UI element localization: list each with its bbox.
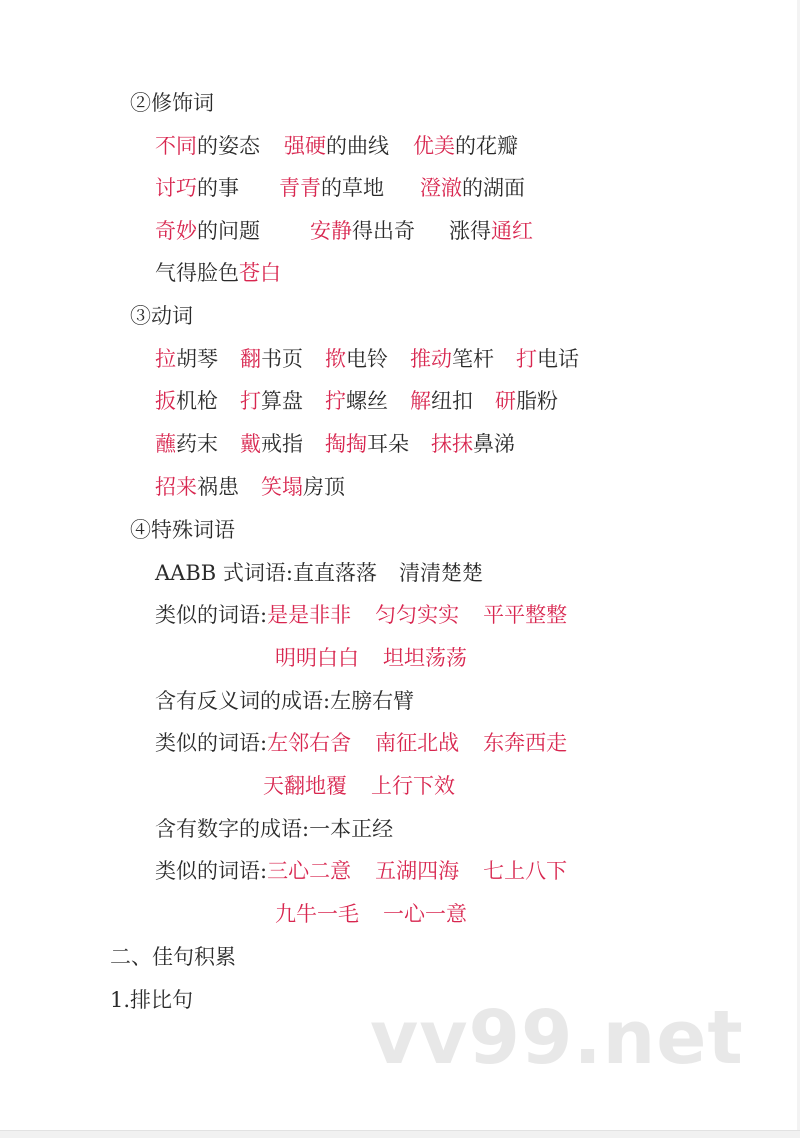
text-segment: 的湖面: [462, 176, 525, 200]
text-segment: 的事: [197, 176, 239, 200]
highlighted-word: 五湖四海: [375, 859, 460, 883]
highlighted-word: 青青: [279, 176, 321, 200]
text-segment: 祸患: [197, 475, 239, 499]
highlighted-word: 笑塌: [261, 475, 303, 499]
highlighted-word: 招来: [155, 475, 197, 499]
highlighted-word: 平平整整: [483, 603, 568, 627]
text-line: [155, 344, 579, 374]
text-segment: 的问题: [197, 219, 260, 243]
text-segment: 类似的词语:: [155, 731, 268, 755]
highlighted-word: 匀匀实实: [375, 603, 460, 627]
text-segment: 机枪: [176, 389, 218, 413]
text-segment: 电话: [537, 347, 579, 371]
highlighted-word: 揿: [325, 347, 346, 371]
highlighted-word: 南征北战: [375, 731, 460, 755]
text-segment: 纽扣: [431, 389, 473, 413]
text-segment: 涨得: [449, 219, 491, 243]
text-segment: ④特殊词语: [130, 518, 235, 542]
text-segment: ②修饰词: [130, 91, 214, 115]
text-line: [155, 131, 518, 161]
text-line: [155, 258, 281, 288]
text-line: [155, 558, 483, 588]
text-line: [155, 472, 345, 502]
highlighted-word: 掏掏: [325, 432, 367, 456]
text-segment: 的花瓣: [455, 134, 518, 158]
highlighted-word: 研: [495, 389, 516, 413]
text-line: [130, 88, 214, 118]
text-line: [110, 942, 236, 972]
text-segment: AABB 式词语:直直落落: [155, 561, 377, 585]
highlighted-word: 戴: [240, 432, 261, 456]
highlighted-word: 九牛一毛: [275, 902, 359, 926]
text-segment: 胡琴: [176, 347, 218, 371]
highlighted-word: 解: [410, 389, 431, 413]
highlighted-word: 东奔西走: [483, 731, 568, 755]
text-line: [155, 216, 533, 246]
highlighted-word: 推动: [410, 347, 452, 371]
highlighted-word: 拧: [325, 389, 346, 413]
text-line: [155, 429, 515, 459]
highlighted-word: 左邻右舍: [267, 731, 352, 755]
text-segment: 含有反义词的成语:左膀右臂: [155, 689, 415, 713]
text-segment: 类似的词语:: [155, 859, 268, 883]
highlighted-word: 拉: [155, 347, 176, 371]
text-line: [130, 515, 235, 545]
text-segment: 1.排比句: [110, 988, 194, 1012]
highlighted-word: 澄澈: [420, 176, 462, 200]
text-line: [275, 643, 467, 673]
text-line: [263, 771, 455, 801]
watermark: vv99.net: [370, 995, 744, 1081]
highlighted-word: 抹抹: [431, 432, 473, 456]
text-segment: 脂粉: [516, 389, 558, 413]
highlighted-word: 打: [240, 389, 261, 413]
highlighted-word: 通红: [491, 219, 533, 243]
text-segment: 房顶: [303, 475, 345, 499]
text-segment: 的姿态: [197, 134, 260, 158]
highlighted-word: 打: [516, 347, 537, 371]
highlighted-word: 讨巧: [155, 176, 197, 200]
highlighted-word: 扳: [155, 389, 176, 413]
highlighted-word: 是是非非: [267, 603, 352, 627]
highlighted-word: 上行下效: [371, 774, 455, 798]
text-segment: 电铃: [346, 347, 388, 371]
text-line: [110, 985, 193, 1015]
text-line: [155, 386, 558, 416]
highlighted-word: 强硬: [284, 134, 326, 158]
text-segment: 螺丝: [346, 389, 388, 413]
highlighted-word: 坦坦荡荡: [383, 646, 467, 670]
text-line: [155, 728, 567, 758]
text-segment: 笔杆: [452, 347, 494, 371]
text-segment: 得出奇: [352, 219, 415, 243]
highlighted-word: 苍白: [239, 261, 281, 285]
highlighted-word: 翻: [240, 347, 261, 371]
text-segment: 类似的词语:: [155, 603, 268, 627]
text-segment: 清清楚楚: [398, 561, 483, 585]
text-segment: 的曲线: [326, 134, 389, 158]
text-line: [130, 301, 193, 331]
text-segment: 书页: [261, 347, 303, 371]
text-segment: 算盘: [261, 389, 303, 413]
text-segment: 耳朵: [367, 432, 409, 456]
highlighted-word: 天翻地覆: [263, 774, 347, 798]
text-segment: 二、佳句积累: [110, 945, 236, 969]
highlighted-word: 明明白白: [275, 646, 359, 670]
text-line: [155, 173, 525, 203]
text-line: [155, 814, 393, 844]
text-segment: 含有数字的成语:一本正经: [155, 817, 394, 841]
text-segment: 的草地: [321, 176, 384, 200]
highlighted-word: 一心一意: [383, 902, 467, 926]
highlighted-word: 不同: [155, 134, 197, 158]
highlighted-word: 三心二意: [267, 859, 352, 883]
text-line: [155, 686, 414, 716]
text-segment: ③动词: [130, 304, 193, 328]
highlighted-word: 安静: [310, 219, 352, 243]
text-line: [155, 856, 567, 886]
text-segment: 鼻涕: [473, 432, 515, 456]
text-segment: 戒指: [261, 432, 303, 456]
highlighted-word: 蘸: [155, 432, 176, 456]
highlighted-word: 七上八下: [483, 859, 568, 883]
text-line: [275, 899, 467, 929]
text-segment: 气得脸色: [155, 261, 239, 285]
highlighted-word: 奇妙: [155, 219, 197, 243]
highlighted-word: 优美: [413, 134, 455, 158]
text-segment: 药末: [176, 432, 218, 456]
text-line: [155, 600, 567, 630]
